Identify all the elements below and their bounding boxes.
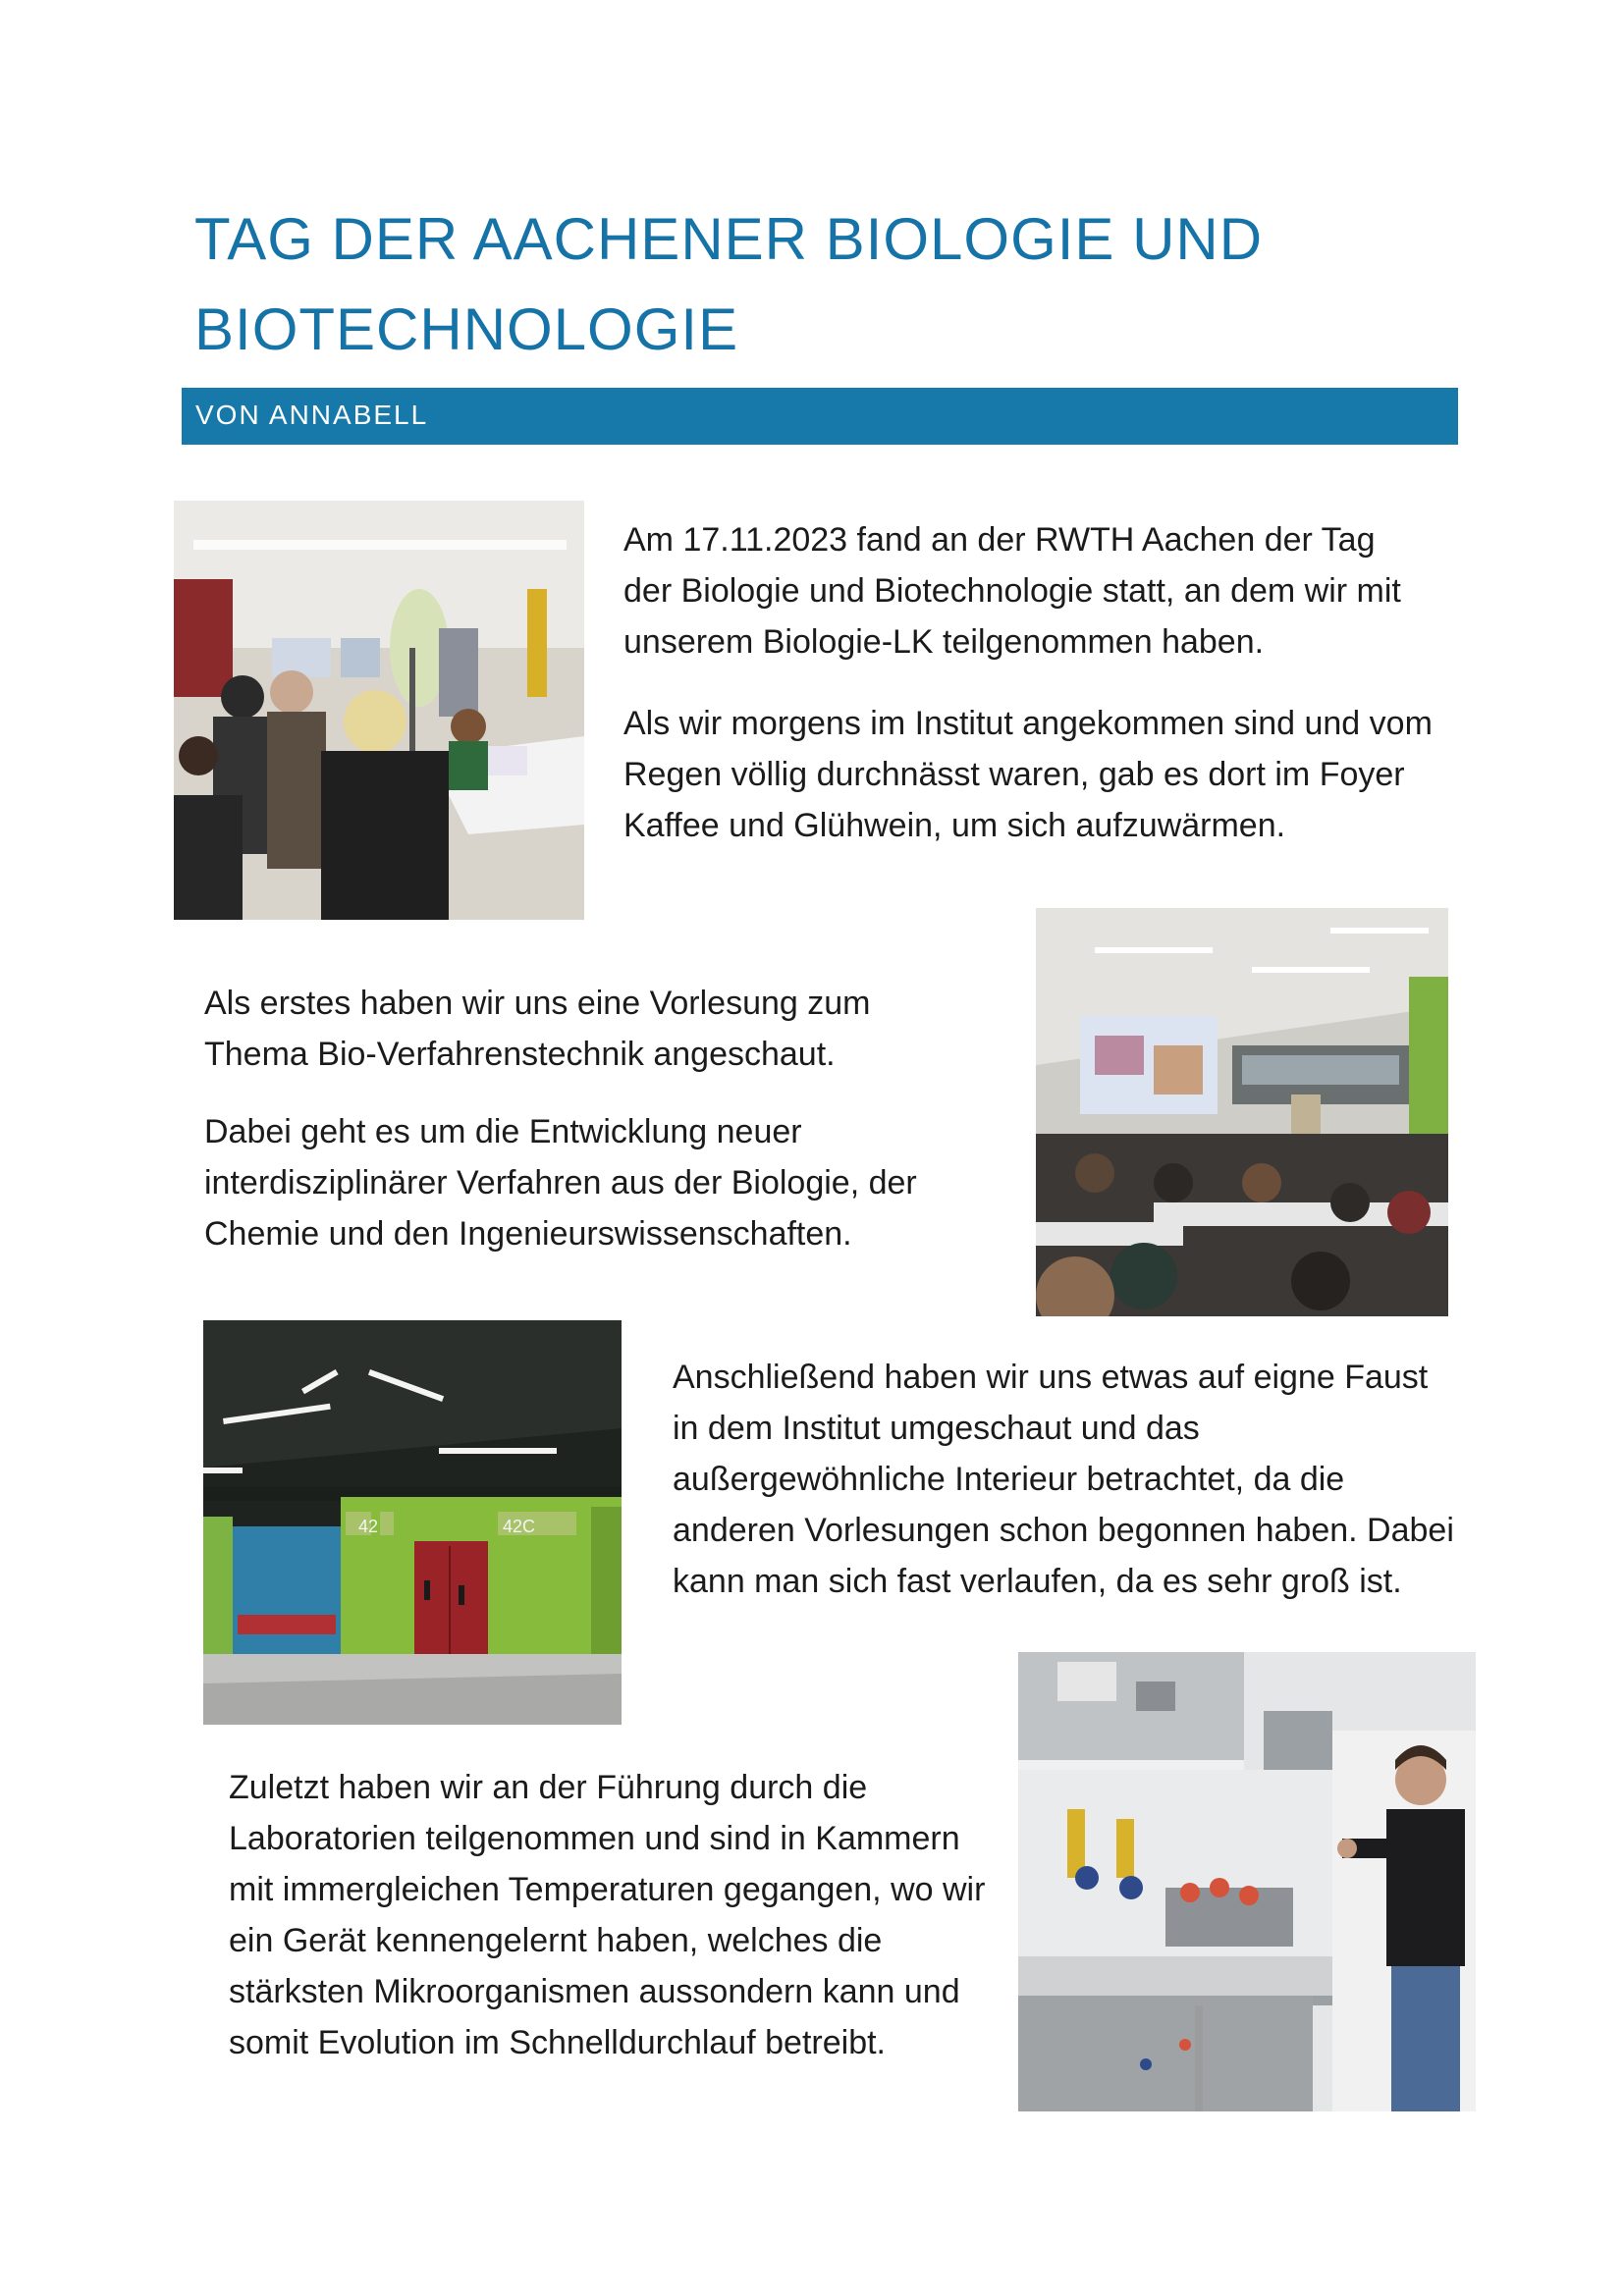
author-bar <box>182 388 1458 445</box>
paragraph-laboratory: Zuletzt haben wir an der Führung durch die Laboratorien teilgenommen und sind in Kammern mit immergleichen Temperaturen gegangen, wo wir ein Gerät kennengelernt haben, welches die stärksten Mikroorganismen aussondern kann und somit Evolution im Schnelldurchlauf betreibt. <box>229 1769 986 2061</box>
photo-foyer <box>174 501 584 920</box>
photo-lecture-hall <box>1036 908 1448 1316</box>
paragraph-development: Dabei geht es um die Entwicklung neuer interdisziplinärer Verfahren aus der Biologie, der Chemie und den Ingenieurswissenschaften. <box>204 1113 917 1253</box>
photo-laboratory <box>1018 1652 1476 2111</box>
paragraph-arrival: Als wir morgens im Institut angekommen sind und vom Regen völlig durchnässt waren, gab es dort im Foyer Kaffee und Glühwein, um sich aufzuwärmen. <box>623 705 1433 844</box>
paragraph-interior: Anschließend haben wir uns etwas auf eigne Faust in dem Institut umgeschaut und das außergewöhnliche Interieur betrachtet, da die anderen Vorlesungen schon begonnen haben. Dabei kann man sich fast verlaufen, da es sehr groß ist. <box>673 1359 1454 1600</box>
photo-sign-a: 42 <box>358 1517 379 1536</box>
article-title: TAG DER AACHENER BIOLOGIE UND BIOTECHNOLOGIE <box>194 206 1264 362</box>
photo-sign-b: 42C <box>503 1517 536 1536</box>
paragraph-lecture: Als erstes haben wir uns eine Vorlesung zum Thema Bio-Verfahrenstechnik angeschaut. <box>204 985 871 1073</box>
author-byline: VON ANNABELL <box>195 400 429 430</box>
paragraph-intro: Am 17.11.2023 fand an der RWTH Aachen der Tag der Biologie und Biotechnologie statt, an dem wir mit unserem Biologie-LK teilgenommen haben. <box>623 521 1401 661</box>
photo-interior <box>203 1320 622 1725</box>
